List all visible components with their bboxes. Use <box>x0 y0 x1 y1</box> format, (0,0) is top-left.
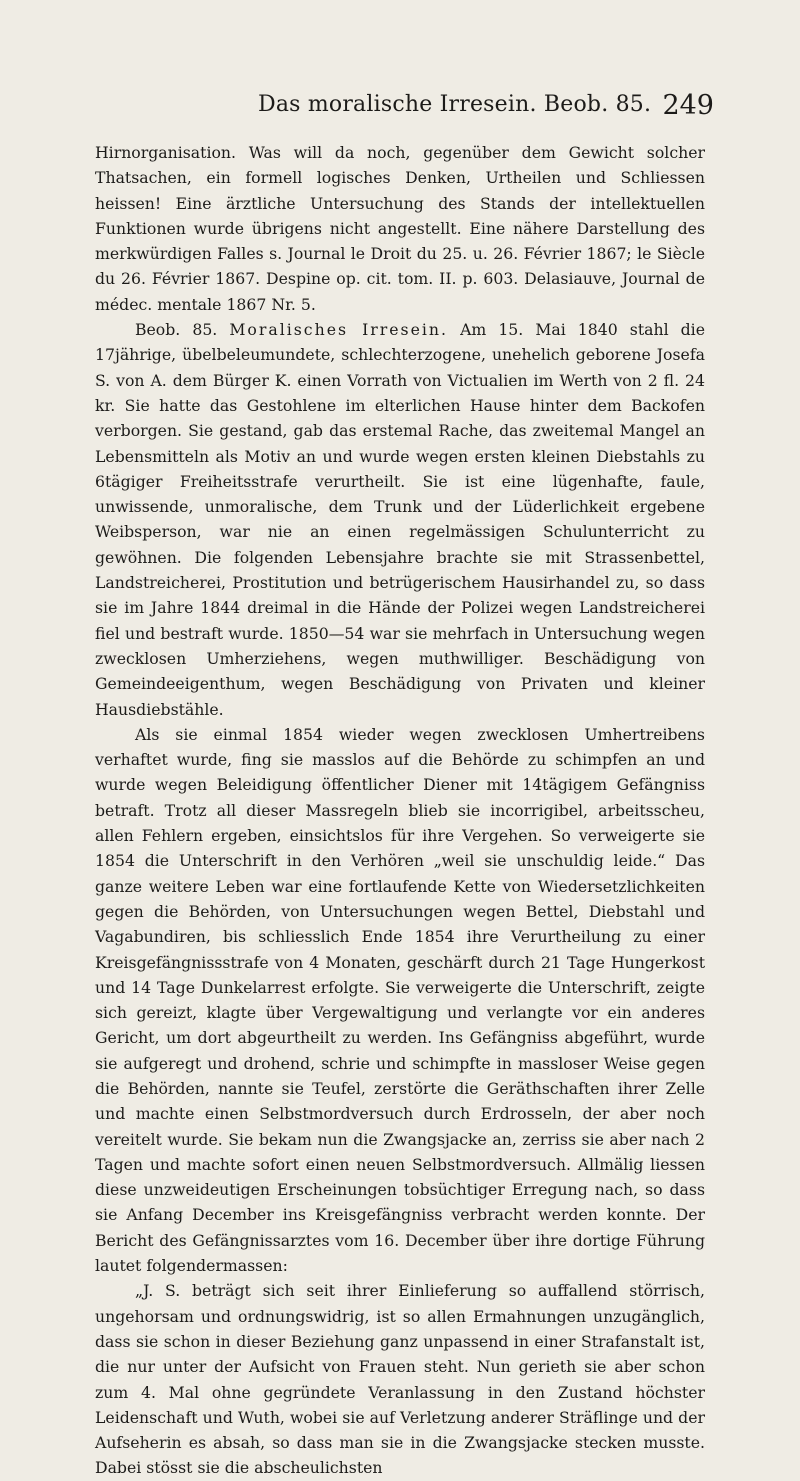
body-text <box>95 140 705 1481</box>
running-title: Das moralische Irresein. Beob. 85. <box>258 92 652 117</box>
paragraph-4 <box>95 1278 705 1480</box>
paragraph-1 <box>95 140 705 317</box>
paragraph-1-text: Hirnorganisation. Was will da noch, gegenüber dem Gewicht solcher Thatsachen, ein formell logisches Denken, Urtheilen und Schliessen heissen! Eine ärztliche Untersuchung des Stands der intellektuellen Funktionen wurde übrigens nicht angestellt. Eine nähere Darstellung des merkwürdigen Falles s. Journal le Droit du 25. u. 26. Février 1867; le Siècle du 26. Février 1867. Despine op. cit. tom. II. p. 603. Delasiauve, Journal de médec. mentale 1867 Nr. 5. <box>95 143 705 314</box>
observation-number: Beob. 85. <box>135 320 218 340</box>
paragraph-3-text: Als sie einmal 1854 wieder wegen zwecklosen Umhertreibens verhaftet wurde, fing sie masslos auf die Behörde zu schimpfen an und wurde wegen Beleidigung öffentlicher Diener mit 14tägigem Gefängniss betraft. Trotz all dieser Massregeln blieb sie incorrigibel, arbeitsscheu, allen Fehlern ergeben, einsichtslos für ihre Vergehen. So verweigerte sie 1854 die Unterschrift in den Verhören „weil sie unschuldig leide.“ Das ganze weitere Leben war eine fortlaufende Kette von Wiedersetzlichkeiten gegen die Behörden, von Untersuchungen wegen Bettel, Diebstahl und Vagabundiren, bis schliesslich Ende 1854 ihre Verurtheilung zu einer Kreisgefängnissstrafe von 4 Monaten, geschärft durch 21 Tage Hungerkost und 14 Tage Dunkelarrest erfolgte. Sie verweigerte die Unterschrift, zeigte sich gereizt, klagte über Vergewaltigung und verlangte vor ein anderes Gericht, um dort abgeurtheilt zu werden. Ins Gefängniss abgeführt, wurde sie aufgeregt und drohend, schrie und schimpfte in massloser Weise gegen die Behörden, nannte sie Teufel, zerstörte die Geräthschaften ihrer Zelle und machte einen Selbstmordversuch durch Erdrosseln, der aber noch vereitelt wurde. Sie bekam nun die Zwangsjacke an, zerriss sie aber nach 2 Tagen und machte sofort einen neuen Selbstmordversuch. Allmälig liessen diese unzweideutigen Erscheinungen tobsüchtiger Erregung nach, so dass sie Anfang December ins Kreisgefängniss verbracht werden konnte. Der Bericht des Gefängnissarztes vom 16. December über ihre dortige Führung lautet folgendermassen: <box>95 724 705 1276</box>
case-heading: Moralisches Irresein. <box>229 320 448 340</box>
page-number: 249 <box>662 90 714 121</box>
paragraph-2-text: Am 15. Mai 1840 stahl die 17jährige, übelbeleumundete, schlechterzogene, unehelich geborene Josefa S. von A. dem Bürger K. einen Vorrath von Victualien im Werth von 2 fl. 24 kr. Sie hatte das Gestohlene im elterlichen Hause hinter dem Backofen verborgen. Sie gestand, gab das erstemal Rache, das zweitemal Mangel an Lebensmitteln als Motiv an und wurde wegen ersten kleinen Diebstahls zu 6tägiger Freiheitsstrafe verurtheilt. Sie ist eine lügenhafte, faule, unwissende, unmoralische, dem Trunk und der Lüderlichkeit ergebene Weibsperson, war nie an einen regelmässigen Schulunterricht zu gewöhnen. Die folgenden Lebensjahre brachte sie mit Strassenbettel, Landstreicherei, Prostitution und betrügerischem Hausirhandel zu, so dass sie im Jahre 1844 dreimal in die Hände der Polizei wegen Landstreicherei fiel und bestraft wurde. 1850—54 war sie mehrfach in Untersuchung wegen zwecklosen Umherziehens, wegen muthwilliger. Beschädigung von Gemeindeeigenthum, wegen Beschädigung von Privaten und kleiner Hausdiebstähle. <box>95 320 705 719</box>
paragraph-2 <box>95 317 705 722</box>
paragraph-3 <box>95 722 705 1279</box>
paragraph-4-text: „J. S. beträgt sich seit ihrer Einlieferung so auffallend störrisch, ungehorsam und ordnungswidrig, ist so allen Ermahnungen unzugänglich, dass sie schon in dieser Beziehung ganz unpassend in einer Strafanstalt ist, die nur unter der Aufsicht von Frauen steht. Nun gerieth sie aber schon zum 4. Mal ohne gegründete Veranlassung in den Zustand höchster Leidenschaft und Wuth, wobei sie auf Verletzung anderer Sträflinge und der Aufseherin es absah, so dass man sie in die Zwangsjacke stecken musste. Dabei stösst sie die abscheulichsten <box>95 1281 705 1478</box>
running-header <box>0 92 800 132</box>
